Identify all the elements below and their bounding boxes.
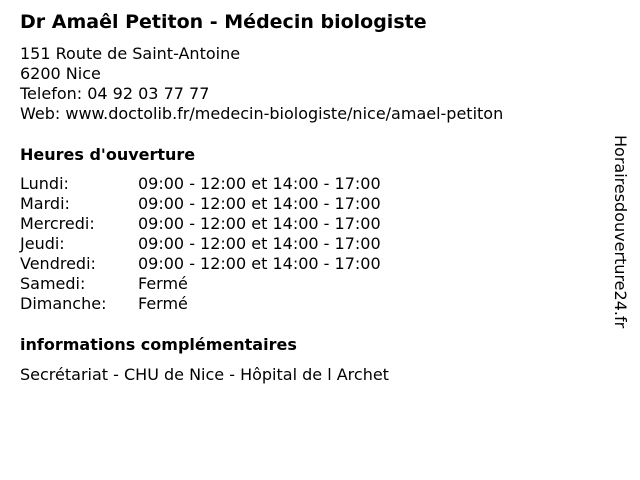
street-address: 151 Route de Saint-Antoine bbox=[20, 44, 241, 63]
day-label: Samedi: bbox=[20, 274, 86, 293]
site-watermark: Horairesdouverture24.fr bbox=[611, 135, 630, 329]
hours-row-saturday bbox=[20, 274, 381, 294]
hours-row-monday bbox=[20, 174, 381, 194]
day-hours: Fermé bbox=[138, 294, 188, 313]
phone-number: Telefon: 04 92 03 77 77 bbox=[20, 84, 210, 103]
opening-hours-table bbox=[20, 174, 381, 314]
opening-hours-heading: Heures d'ouverture bbox=[20, 145, 196, 164]
day-label: Jeudi: bbox=[20, 234, 65, 253]
hours-row-wednesday bbox=[20, 214, 381, 234]
day-label: Mercredi: bbox=[20, 214, 95, 233]
additional-info-heading: informations complémentaires bbox=[20, 335, 297, 354]
day-hours: Fermé bbox=[138, 274, 188, 293]
hours-row-thursday bbox=[20, 234, 381, 254]
website-link[interactable]: Web: www.doctolib.fr/medecin-biologiste/nice/amael-petiton bbox=[20, 104, 504, 123]
hours-row-tuesday bbox=[20, 194, 381, 214]
additional-info-text: Secrétariat - CHU de Nice - Hôpital de l Archet bbox=[20, 365, 389, 384]
city-postal-code: 6200 Nice bbox=[20, 64, 101, 83]
day-label: Mardi: bbox=[20, 194, 70, 213]
day-hours: 09:00 - 12:00 et 14:00 - 17:00 bbox=[138, 254, 381, 273]
day-hours: 09:00 - 12:00 et 14:00 - 17:00 bbox=[138, 194, 381, 213]
address-block bbox=[20, 44, 503, 124]
day-hours: 09:00 - 12:00 et 14:00 - 17:00 bbox=[138, 214, 381, 233]
day-label: Lundi: bbox=[20, 174, 69, 193]
page-title: Dr Amaêl Petiton - Médecin biologiste bbox=[20, 11, 427, 33]
day-label: Dimanche: bbox=[20, 294, 107, 313]
hours-row-sunday bbox=[20, 294, 381, 314]
day-hours: 09:00 - 12:00 et 14:00 - 17:00 bbox=[138, 174, 381, 193]
day-label: Vendredi: bbox=[20, 254, 96, 273]
hours-row-friday bbox=[20, 254, 381, 274]
day-hours: 09:00 - 12:00 et 14:00 - 17:00 bbox=[138, 234, 381, 253]
